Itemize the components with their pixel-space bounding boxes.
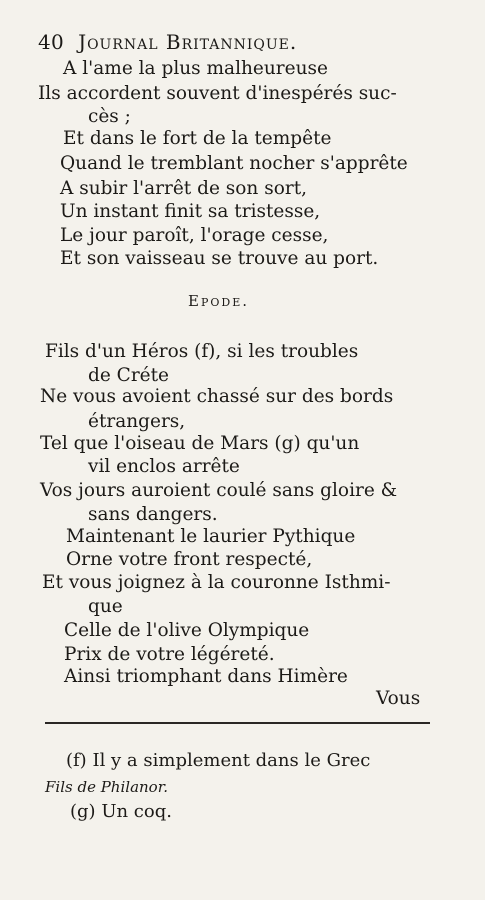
verse-line: Le jour paroît, l'orage cesse,	[60, 225, 329, 246]
verse-line: sans dangers.	[88, 504, 218, 525]
footnote-f	[66, 752, 370, 770]
verse-line: Maintenant le laurier Pythique	[66, 526, 356, 547]
verse-line: Prix de votre légéreté.	[64, 644, 275, 665]
catchword: Vous	[376, 688, 421, 709]
footnote-marker: (g)	[70, 801, 96, 822]
footnote-text: Un coq.	[101, 801, 172, 822]
verse-line: Ainsi triomphant dans Himère	[64, 666, 348, 687]
verse-line: Tel que l'oiseau de Mars (g) qu'un	[40, 433, 360, 454]
verse-line: Un instant finit sa tristesse,	[60, 201, 321, 222]
footnote-italic: Fils de Philanor.	[45, 778, 168, 796]
verse-line: cès ;	[88, 106, 131, 127]
verse-line: Et son vaisseau se trouve au port.	[60, 248, 379, 269]
verse-line: Celle de l'olive Olympique	[64, 620, 310, 641]
section-heading: Epode.	[188, 292, 249, 310]
verse-line: de Créte	[88, 365, 170, 386]
footnote-g	[70, 803, 172, 821]
verse-line: Ils accordent souvent d'inespérés suc-	[38, 83, 397, 104]
verse-line: vil enclos arrête	[88, 456, 240, 477]
verse-line: Orne votre front respecté,	[66, 549, 313, 570]
verse-line: que	[88, 596, 123, 617]
verse-line: Vos jours auroient coulé sans gloire &	[40, 480, 398, 501]
verse-line: A l'ame la plus malheureuse	[63, 58, 328, 79]
verse-line: A subir l'arrêt de son sort,	[60, 178, 308, 199]
verse-line: Et dans le fort de la tempête	[63, 128, 332, 149]
footnote-rule	[45, 722, 430, 724]
running-title: Journal Britannique.	[78, 30, 298, 54]
verse-line: Ne vous avoient chassé sur des bords	[40, 386, 394, 407]
footnote-text: Il y a simplement dans le Grec	[92, 750, 371, 771]
footnote-marker: (f)	[66, 750, 87, 771]
verse-line: Fils d'un Héros (f), si les troubles	[45, 341, 359, 362]
footnote-f-continued	[45, 778, 168, 796]
verse-line: étrangers,	[88, 411, 186, 432]
verse-line: Et vous joignez à la couronne Isthmi-	[42, 572, 391, 593]
page-number: 40	[38, 30, 65, 54]
verse-line: Quand le tremblant nocher s'apprête	[60, 153, 408, 174]
running-header	[38, 30, 297, 54]
